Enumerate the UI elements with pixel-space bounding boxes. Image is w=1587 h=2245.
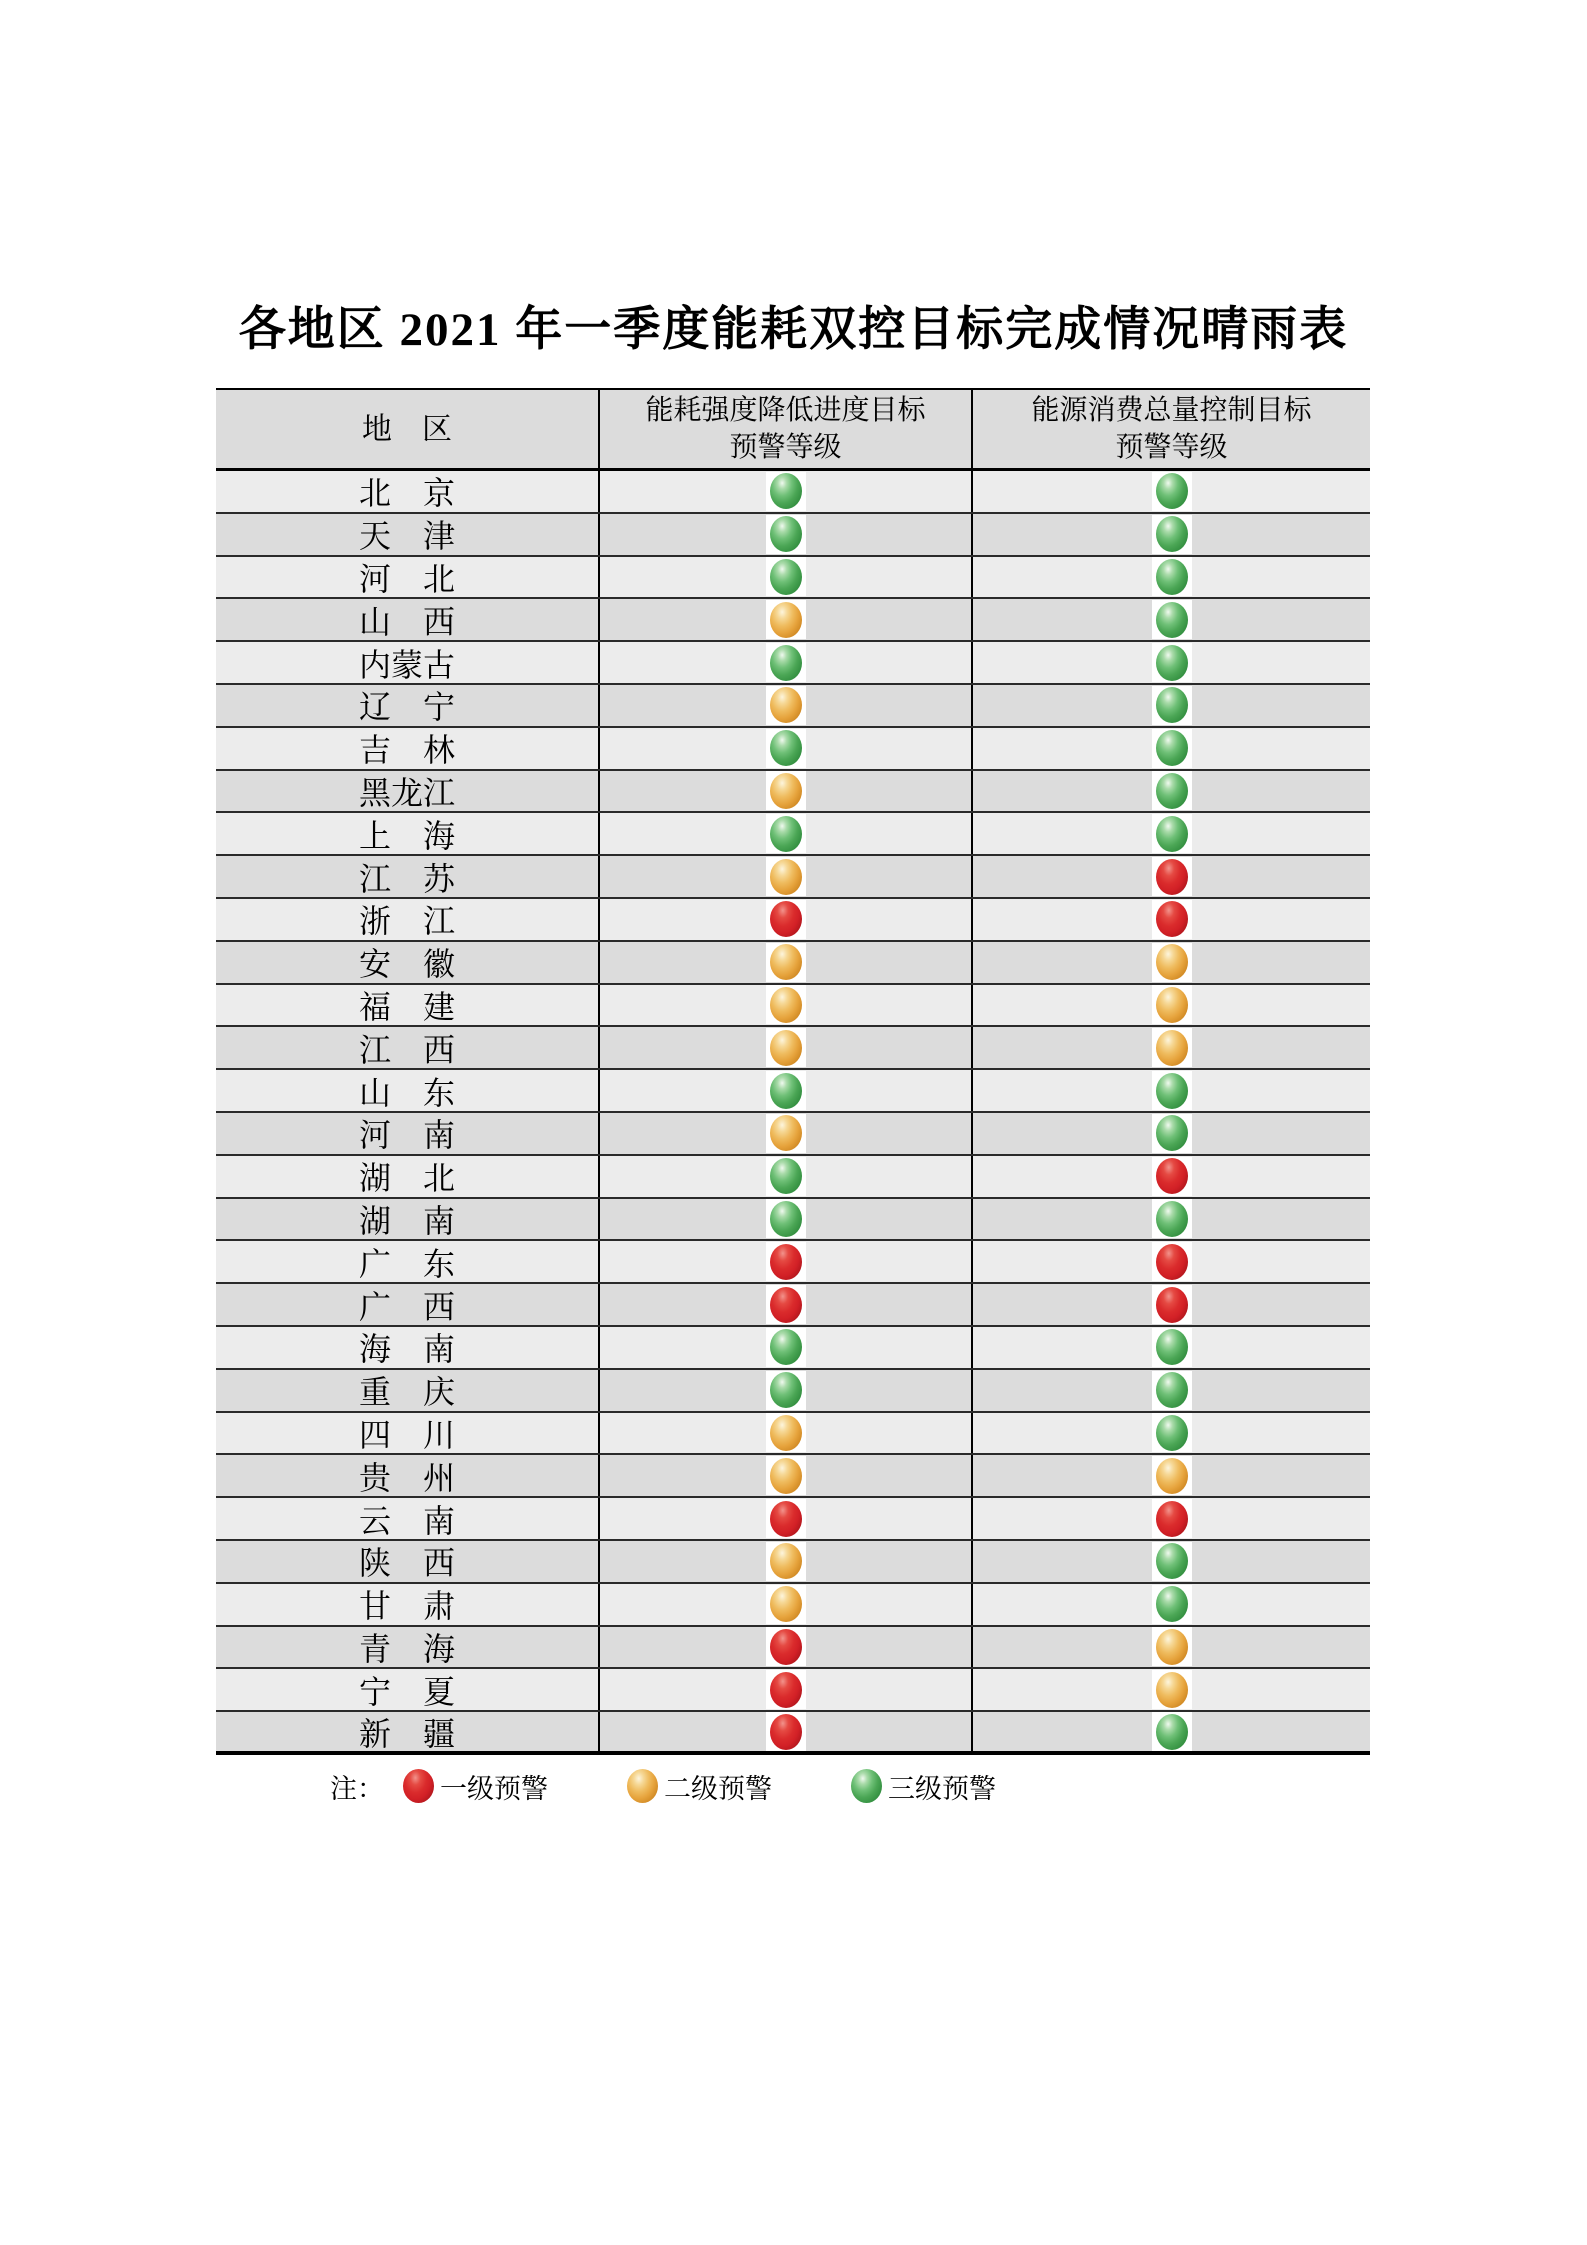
intensity-warning-cell [600,1370,973,1411]
total-warning-cell [973,985,1370,1026]
yellow-warning-icon [770,602,802,638]
legend-note-label: 注： [330,1773,384,1804]
region-name: 内蒙古 [216,642,600,683]
icon-background [1152,515,1192,554]
icon-background [766,1670,806,1709]
green-warning-icon [770,645,802,681]
green-warning-icon [1156,516,1188,552]
intensity-warning-cell [600,1070,973,1111]
red-warning-icon [1156,1244,1188,1280]
yellow-warning-icon [770,1586,802,1622]
green-warning-icon [770,1329,802,1365]
yellow-warning-icon [1156,1629,1188,1665]
intensity-warning-cell [600,557,973,598]
table-row [216,1413,1370,1456]
icon-background [1152,1157,1192,1196]
icon-background [766,900,806,939]
legend-item-label: 一级预警 [440,1773,548,1804]
intensity-warning-cell [600,942,973,983]
green-warning-icon [1156,602,1188,638]
region-name: 湖 北 [216,1156,600,1197]
region-name: 江 西 [216,1027,600,1068]
green-warning-icon [770,1158,802,1194]
intensity-warning-cell [600,1541,973,1582]
region-name: 天 津 [216,514,600,555]
icon-background [1152,1670,1192,1709]
green-warning-icon [1156,1115,1188,1151]
region-name: 云 南 [216,1498,600,1539]
green-warning-icon [770,473,802,509]
table-row [216,1584,1370,1627]
table-row [216,985,1370,1028]
warning-status-table [216,388,1370,1755]
intensity-warning-cell [600,599,973,640]
total-warning-cell [973,1070,1370,1111]
icon-background [766,1627,806,1666]
yellow-warning-icon [770,1030,802,1066]
icon-background [766,1199,806,1238]
header-intensity-line1: 能耗强度降低进度目标 [645,395,926,426]
region-name: 河 南 [216,1113,600,1154]
header-total-line2: 预警等级 [1115,432,1228,463]
table-row [216,856,1370,899]
intensity-warning-cell [600,514,973,555]
intensity-warning-cell [600,642,973,683]
table-row [216,899,1370,942]
icon-background [1152,729,1192,768]
region-name: 上 海 [216,813,600,854]
icon-background [1152,472,1192,511]
table-row [216,514,1370,557]
total-warning-cell [973,1498,1370,1539]
icon-background [766,1242,806,1281]
intensity-warning-cell [600,1113,973,1154]
total-warning-cell [973,599,1370,640]
green-warning-icon [770,1073,802,1109]
total-warning-cell [973,1712,1370,1751]
red-warning-icon [770,901,802,937]
intensity-warning-cell [600,1327,973,1368]
table-row [216,771,1370,814]
total-warning-cell [973,728,1370,769]
intensity-warning-cell [600,1627,973,1668]
legend-item-label: 二级预警 [664,1773,772,1804]
icon-background [766,643,806,682]
region-name: 湖 南 [216,1199,600,1240]
icon-background [1152,1627,1192,1666]
red-warning-icon [1156,901,1188,937]
icon-background [1152,1585,1192,1624]
total-warning-cell [973,856,1370,897]
region-name: 广 西 [216,1284,600,1325]
green-warning-icon [1156,1543,1188,1579]
green-warning-icon [770,816,802,852]
intensity-warning-cell [600,813,973,854]
intensity-warning-cell [600,1712,973,1751]
icon-background [1152,600,1192,639]
region-name: 浙 江 [216,899,600,940]
intensity-warning-cell [600,1284,973,1325]
total-warning-cell [973,557,1370,598]
region-name: 贵 州 [216,1455,600,1496]
green-warning-icon [1156,1201,1188,1237]
green-warning-icon [1156,1372,1188,1408]
icon-background [1152,857,1192,896]
green-warning-icon [1156,773,1188,809]
legend-item-label: 三级预警 [888,1773,996,1804]
region-name: 新 疆 [216,1712,600,1751]
green-warning-icon [770,1372,802,1408]
icon-background [1152,900,1192,939]
icon-background [624,1767,661,1805]
legend-item-level2 [624,1767,772,1806]
icon-background [766,1371,806,1410]
red-warning-icon [770,1287,802,1323]
icon-background [766,1157,806,1196]
table-row [216,1241,1370,1284]
page-title: 各地区 2021 年一季度能耗双控目标完成情况晴雨表 [238,304,1349,356]
region-name: 北 京 [216,471,600,512]
table-row [216,557,1370,600]
yellow-warning-icon [1156,1672,1188,1708]
intensity-warning-cell [600,685,973,726]
table-row [216,1199,1370,1242]
red-warning-icon [770,1672,802,1708]
intensity-warning-cell [600,1669,973,1710]
region-name: 山 东 [216,1070,600,1111]
table-body [216,471,1370,1755]
table-row [216,1113,1370,1156]
intensity-warning-cell [600,471,973,512]
icon-background [766,943,806,982]
total-warning-cell [973,1113,1370,1154]
legend [330,1764,996,1808]
yellow-warning-icon [770,1115,802,1151]
intensity-warning-cell [600,1156,973,1197]
icon-background [766,1413,806,1452]
total-warning-cell [973,514,1370,555]
total-warning-cell [973,1156,1370,1197]
icon-background [766,557,806,596]
icon-background [766,1499,806,1538]
icon-background [766,1285,806,1324]
icon-background [766,814,806,853]
icon-background [766,1712,806,1751]
table-header-row [216,390,1370,471]
table-row [216,1370,1370,1413]
icon-background [1152,1028,1192,1067]
region-name: 重 庆 [216,1370,600,1411]
total-warning-cell [973,813,1370,854]
red-warning-icon [1156,1287,1188,1323]
table-row [216,1541,1370,1584]
icon-background [766,771,806,810]
icon-background [766,600,806,639]
table-row [216,642,1370,685]
intensity-warning-cell [600,1241,973,1282]
total-warning-cell [973,899,1370,940]
icon-background [766,1585,806,1624]
total-warning-cell [973,1455,1370,1496]
intensity-warning-cell [600,1584,973,1625]
red-warning-icon [770,1501,802,1537]
table-row [216,1284,1370,1327]
green-warning-icon [1156,559,1188,595]
region-name: 甘 肃 [216,1584,600,1625]
header-intensity-target [600,390,973,468]
total-warning-cell [973,1027,1370,1068]
green-warning-icon [1156,1415,1188,1451]
intensity-warning-cell [600,1413,973,1454]
table-row [216,1712,1370,1755]
icon-background [1152,1242,1192,1281]
yellow-warning-icon [627,1769,658,1803]
green-warning-icon [851,1769,882,1803]
total-warning-cell [973,942,1370,983]
green-warning-icon [1156,1586,1188,1622]
red-warning-icon [403,1769,434,1803]
icon-background [1152,1371,1192,1410]
region-name: 陕 西 [216,1541,600,1582]
icon-background [766,472,806,511]
intensity-warning-cell [600,985,973,1026]
icon-background [766,1028,806,1067]
table-row [216,942,1370,985]
header-total-line1: 能源消费总量控制目标 [1031,395,1312,426]
header-intensity-line2: 预警等级 [729,432,842,463]
icon-background [1152,686,1192,725]
intensity-warning-cell [600,771,973,812]
green-warning-icon [1156,1073,1188,1109]
table-row [216,1669,1370,1712]
green-warning-icon [1156,687,1188,723]
table-row [216,685,1370,728]
region-name: 海 南 [216,1327,600,1368]
icon-background [766,1071,806,1110]
intensity-warning-cell [600,1498,973,1539]
icon-background [1152,643,1192,682]
total-warning-cell [973,1584,1370,1625]
table-row [216,1327,1370,1370]
icon-background [1152,1114,1192,1153]
total-warning-cell [973,1327,1370,1368]
icon-background [766,515,806,554]
table-row [216,1027,1370,1070]
intensity-warning-cell [600,1455,973,1496]
icon-background [1152,814,1192,853]
icon-background [1152,1071,1192,1110]
region-name: 江 苏 [216,856,600,897]
icon-background [1152,1285,1192,1324]
icon-background [1152,1542,1192,1581]
icon-background [766,1456,806,1495]
region-name: 四 川 [216,1413,600,1454]
table-row [216,1070,1370,1113]
region-name: 广 东 [216,1241,600,1282]
region-name: 河 北 [216,557,600,598]
green-warning-icon [770,730,802,766]
region-name: 青 海 [216,1627,600,1668]
table-row [216,1455,1370,1498]
green-warning-icon [1156,730,1188,766]
region-name: 福 建 [216,985,600,1026]
total-warning-cell [973,642,1370,683]
yellow-warning-icon [770,944,802,980]
yellow-warning-icon [1156,987,1188,1023]
yellow-warning-icon [770,987,802,1023]
icon-background [1152,1712,1192,1751]
yellow-warning-icon [770,1458,802,1494]
red-warning-icon [1156,859,1188,895]
yellow-warning-icon [770,687,802,723]
yellow-warning-icon [770,859,802,895]
red-warning-icon [1156,1158,1188,1194]
green-warning-icon [1156,816,1188,852]
total-warning-cell [973,1284,1370,1325]
red-warning-icon [770,1244,802,1280]
yellow-warning-icon [1156,1030,1188,1066]
legend-item-level3 [848,1767,996,1806]
yellow-warning-icon [1156,1458,1188,1494]
total-warning-cell [973,685,1370,726]
icon-background [766,1328,806,1367]
red-warning-icon [1156,1501,1188,1537]
icon-background [1152,771,1192,810]
yellow-warning-icon [770,773,802,809]
region-name: 安 徽 [216,942,600,983]
icon-background [1152,943,1192,982]
green-warning-icon [1156,473,1188,509]
region-name: 辽 宁 [216,685,600,726]
green-warning-icon [1156,1329,1188,1365]
legend-item-level1 [400,1767,548,1806]
icon-background [1152,985,1192,1024]
icon-background [766,1542,806,1581]
green-warning-icon [1156,1714,1188,1750]
icon-background [766,857,806,896]
total-warning-cell [973,1199,1370,1240]
region-name: 宁 夏 [216,1669,600,1710]
intensity-warning-cell [600,728,973,769]
region-name: 黑龙江 [216,771,600,812]
yellow-warning-icon [770,1543,802,1579]
green-warning-icon [1156,645,1188,681]
icon-background [766,985,806,1024]
green-warning-icon [770,516,802,552]
table-row [216,1498,1370,1541]
total-warning-cell [973,1413,1370,1454]
total-warning-cell [973,471,1370,512]
region-name: 吉 林 [216,728,600,769]
icon-background [766,729,806,768]
header-total-target [973,390,1370,468]
intensity-warning-cell [600,1027,973,1068]
icon-background [766,686,806,725]
green-warning-icon [770,559,802,595]
red-warning-icon [770,1629,802,1665]
intensity-warning-cell [600,899,973,940]
icon-background [848,1767,885,1805]
icon-background [766,1114,806,1153]
total-warning-cell [973,1669,1370,1710]
total-warning-cell [973,1241,1370,1282]
icon-background [1152,1499,1192,1538]
table-row [216,1156,1370,1199]
region-name: 山 西 [216,599,600,640]
icon-background [1152,1199,1192,1238]
icon-background [400,1767,437,1805]
yellow-warning-icon [1156,944,1188,980]
intensity-warning-cell [600,1199,973,1240]
yellow-warning-icon [770,1415,802,1451]
total-warning-cell [973,1541,1370,1582]
table-row [216,1627,1370,1670]
icon-background [1152,1328,1192,1367]
icon-background [1152,1413,1192,1452]
total-warning-cell [973,1370,1370,1411]
table-row [216,728,1370,771]
green-warning-icon [770,1201,802,1237]
table-row [216,471,1370,514]
red-warning-icon [770,1714,802,1750]
table-row [216,813,1370,856]
total-warning-cell [973,771,1370,812]
table-row [216,599,1370,642]
intensity-warning-cell [600,856,973,897]
header-region: 地 区 [216,390,600,468]
total-warning-cell [973,1627,1370,1668]
icon-background [1152,1456,1192,1495]
icon-background [1152,557,1192,596]
